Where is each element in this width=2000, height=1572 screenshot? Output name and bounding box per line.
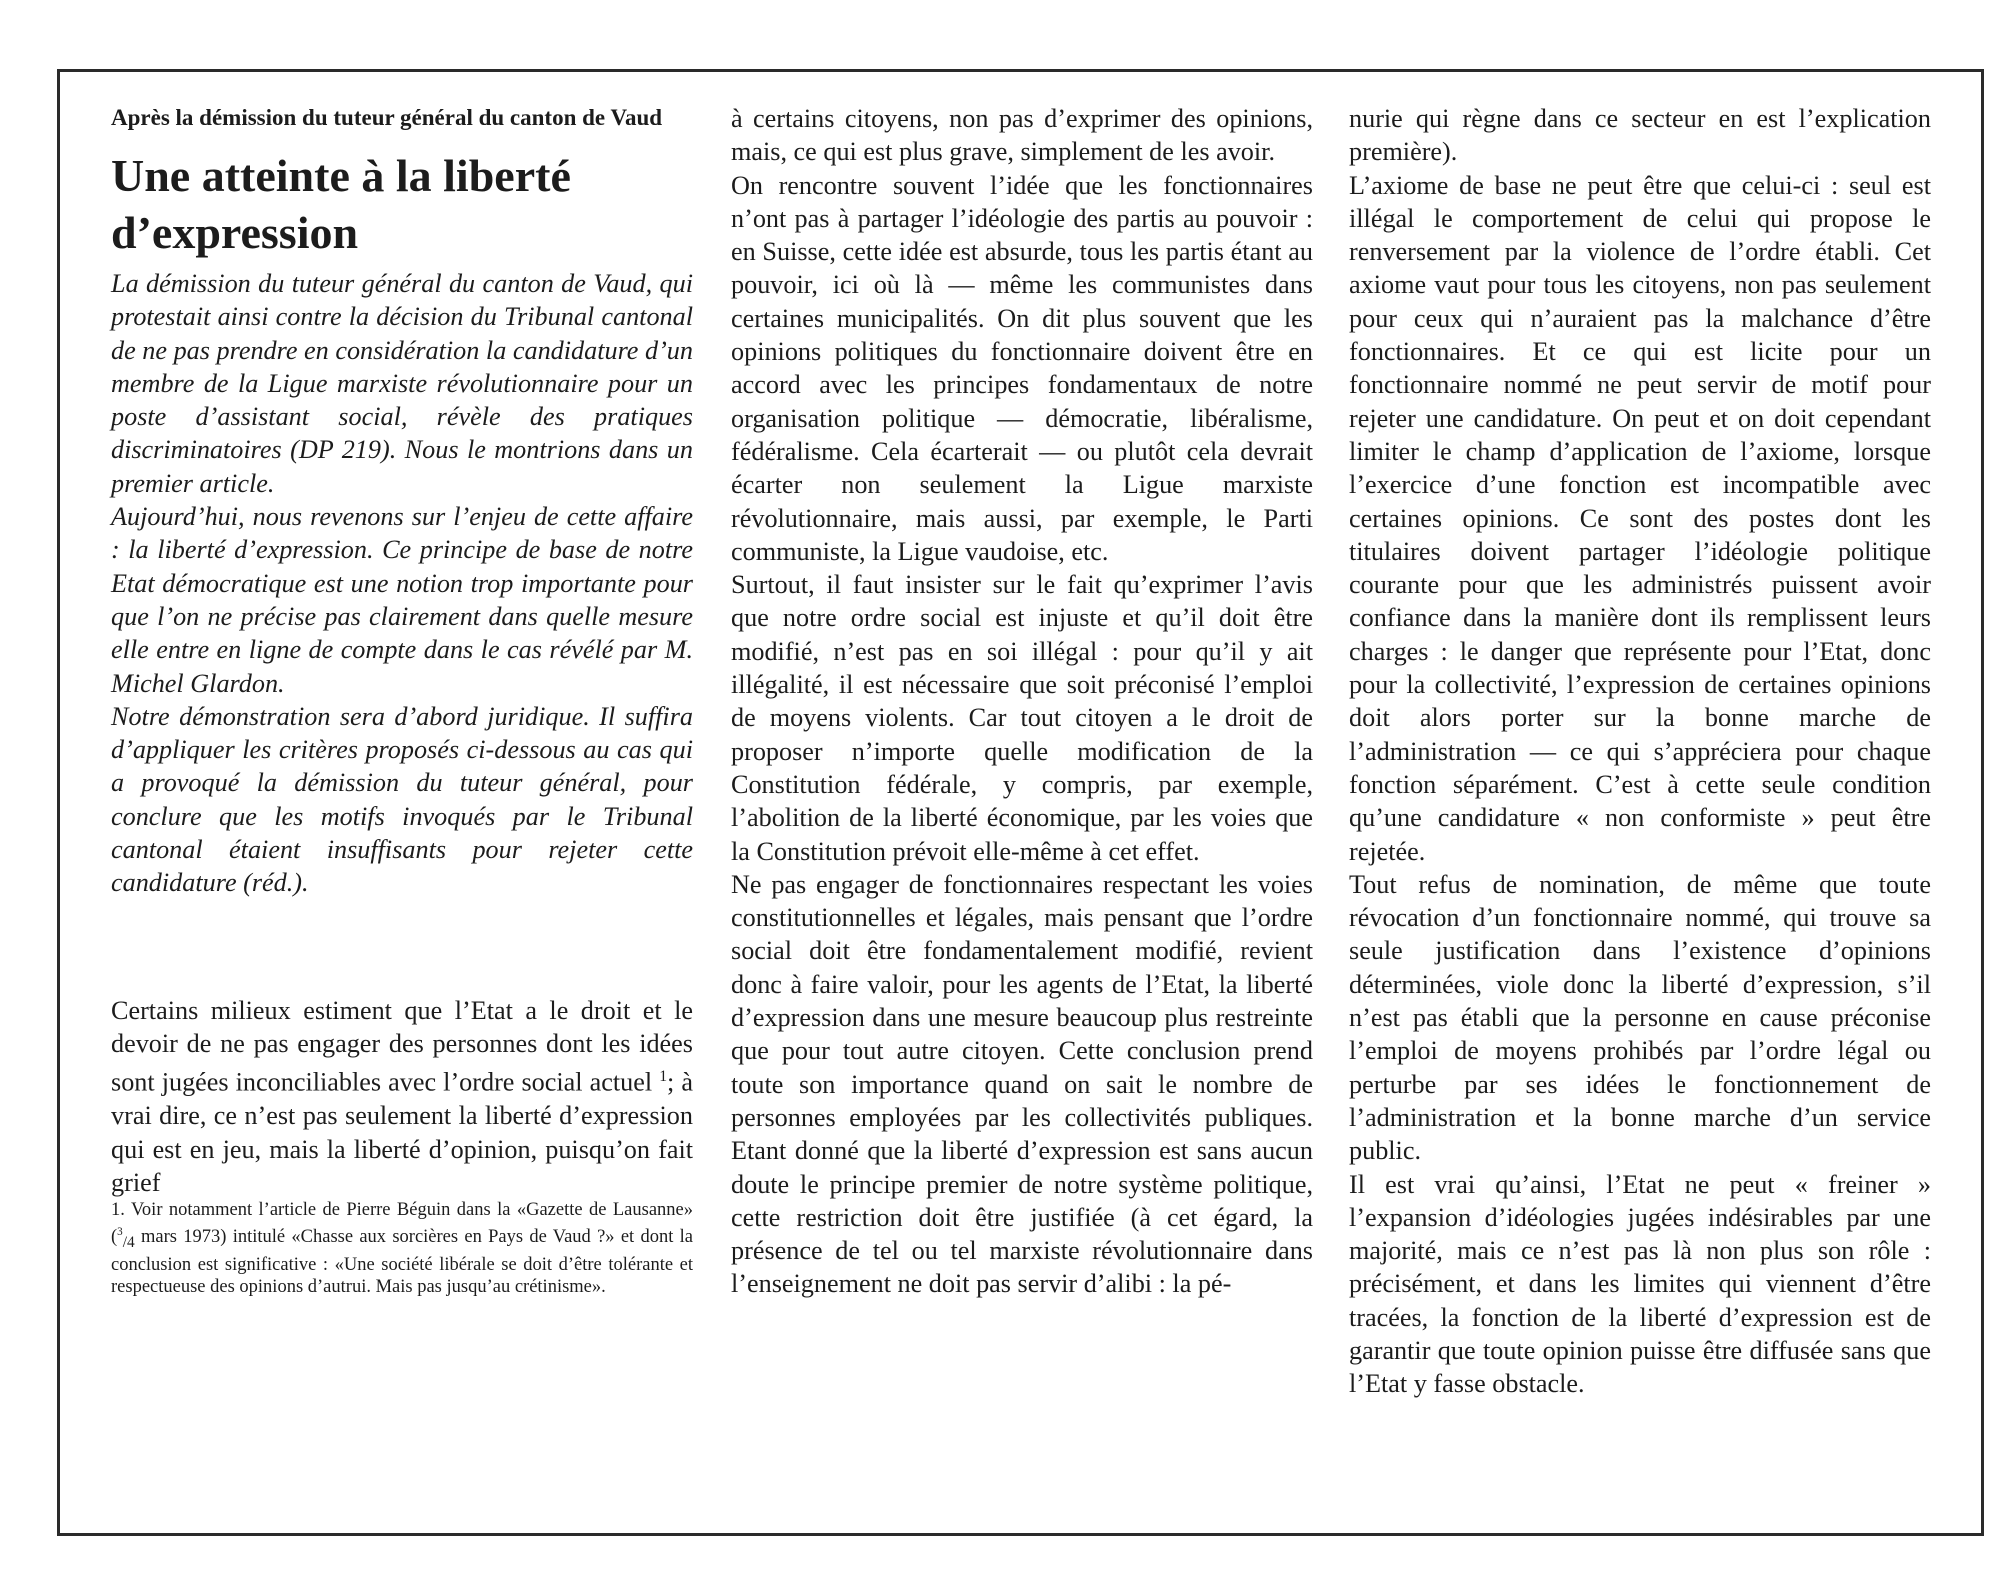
column-1	[111, 102, 693, 1298]
body-paragraph: à certains citoyens, non pas d’exprimer des opinions, mais, ce qui est plus grave, simplement de les avoir.	[731, 104, 1313, 167]
lead-paragraph: Notre démonstration sera d’abord juridique. Il suffira d’appliquer les critères proposés ci-dessous au cas qui a provoqué la démission du tuteur général, pour conclure que les motifs invoqués par le Tribunal cantonal étaient insuffisants pour rejeter cette candidature (réd.).	[111, 701, 693, 898]
body-text: Certains milieux estiment que l’Etat a le droit et le devoir de ne pas engager des personnes dont les idées sont jugées inconciliables avec l’ordre social actuel	[111, 995, 693, 1097]
lead-paragraph: Aujourd’hui, nous revenons sur l’enjeu de cette affaire : la liberté d’expression. Ce principe de base de notre Etat démocratique est une notion trop importante pour que l’on ne précise pas clairement dans quelle mesure elle entre en ligne de compte dans le cas révélé par M. Michel Glardon.	[111, 502, 693, 698]
body-paragraph: On rencontre souvent l’idée que les fonctionnaires n’ont pas à partager l’idéologie des partis au pouvoir : en Suisse, cette idée est absurde, tous les partis étant au pouvoir, ici où là — même les communistes dans certaines municipalités. On dit plus souvent que les opinions politiques du fonctionnaire doivent être en accord avec les principes fondamentaux de notre organisation politique — démocratie, libéralisme, fédéralisme. Cela écarterait — ou plutôt cela devrait écarter non seulement la Ligue marxiste révolutionnaire, mais aussi, par exemple, le Parti communiste, la Ligue vaudoise, etc.	[731, 170, 1313, 566]
body-text: ; à vrai dire, ce n’est pas seulement la liberté d’expression qui est en jeu, mais la liberté d’opinion, puisqu’on fait grief	[111, 1067, 693, 1197]
lead-paragraph: La démission du tuteur général du canton de Vaud, qui protestait ainsi contre la décision du Tribunal cantonal de ne pas prendre en considération la candidature d’un membre de la Ligue marxiste révolutionnaire pour un poste d’assistant social, révèle des pratiques discriminatoires (DP 219). Nous le montrions dans un premier article.	[111, 269, 693, 498]
body-paragraph: Surtout, il faut insister sur le fait qu’exprimer l’avis que notre ordre social est injuste et qu’il doit être modifié, n’est pas en soi illégal : pour qu’il y ait illégalité, il est nécessaire que soit préconisé l’emploi de moyens violents. Car tout citoyen a le droit de proposer n’importe quelle modification de la Constitution fédérale, y compris, par exemple, l’abolition de la liberté économique, par les voies que la Constitution prévoit elle-même à cet effet.	[731, 570, 1313, 866]
body-paragraph: Ne pas engager de fonctionnaires respectant les voies constitutionnelles et légales, mais pensant que l’ordre social doit être fondamentalement modifié, revient donc à faire valoir, pour les agents de l’Etat, la liberté d’expression dans une mesure beaucoup plus restreinte que pour tout autre citoyen. Cette conclusion prend toute son importance quand on sait le nombre de personnes employées par les collectivités publiques. Etant donné que la liberté d’expression est sans aucun doute le principe premier de notre système politique, cette restriction doit être justifiée (à cet égard, la présence de tel ou tel marxiste révolutionnaire dans l’enseignement ne doit pas servir d’alibi : la pé-	[731, 869, 1313, 1299]
article-title: Une atteinte à la liberté d’expression	[111, 150, 571, 258]
footnote-mark: 1	[659, 1068, 668, 1086]
footnote-date-sub: /4	[122, 1234, 135, 1251]
body-paragraph: Tout refus de nomination, de même que toute révocation d’un fonctionnaire nommé, qui trouve sa seule justification dans l’existence d’opinions déterminées, viole donc la liberté d’expression, s’il n’est pas établi que la personne en cause préconise l’emploi de moyens prohibés par l’ordre légal ou perturbe par ses idées le fonctionnement de l’administration et la bonne marche d’un service public.	[1349, 869, 1931, 1166]
kicker: Après la démission du tuteur général du canton de Vaud	[111, 105, 663, 130]
spacer	[111, 900, 693, 994]
footnote-text: mars 1973) intitulé «Chasse aux sorcières en Pays de Vaud ?» et dont la conclusion est significative : «Une société libérale se doit d’être tolérante et respectueuse des opinions d’autrui. Mais pas jusqu’au crétinisme».	[111, 1227, 693, 1297]
footnote-text: 1. Voir notamment l’article de Pierre Béguin dans la «Gazette de Lausanne» (	[111, 1200, 693, 1248]
column-2	[731, 102, 1313, 1301]
footnote	[111, 1199, 693, 1298]
body-paragraph	[111, 994, 693, 1200]
body-paragraph: Il est vrai qu’ainsi, l’Etat ne peut « freiner » l’expansion d’idéologies jugées indésirables par une majorité, mais ce n’est pas là non plus son rôle : précisément, et dans les limites qui viennent d’être tracées, la fonction de la liberté d’expression est de garantir que toute opinion puisse être diffusée sans que l’Etat y fasse obstacle.	[1349, 1169, 1931, 1399]
body-paragraph: L’axiome de base ne peut être que celui-ci : seul est illégal le comportement de celui qui propose le renversement par la violence de l’ordre établi. Cet axiome vaut pour tous les citoyens, non pas seulement pour ceux qui n’auraient pas la malchance d’être fonctionnaires. Et ce qui est licite pour un fonctionnaire nommé ne peut servir de motif pour rejeter une candidature. On peut et on doit cependant limiter le champ d’application de l’axiome, lorsque l’exercice d’une fonction est incompatible avec certaines opinions. Ce sont des postes dont les titulaires doivent partager l’idéologie politique courante pour que les administrés puissent avoir confiance dans la manière dont ils remplissent leurs charges : le danger que représente pour l’Etat, donc pour la collectivité, l’expression de certaines opinions doit alors porter sur la bonne marche de l’administration — ce qui s’appréciera pour chaque fonction séparément. C’est à cette seule condition qu’une candidature « non conformiste » peut être rejetée.	[1349, 170, 1931, 866]
footnote-date-sup: 3	[117, 1226, 123, 1239]
body-paragraph: nurie qui règne dans ce secteur en est l’explication première).	[1349, 104, 1931, 167]
column-3	[1349, 102, 1931, 1401]
